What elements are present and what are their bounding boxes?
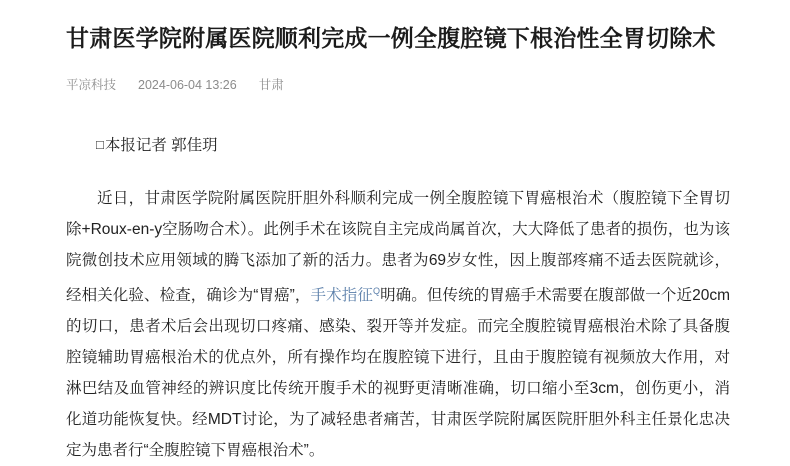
body-paragraph-1 bbox=[66, 183, 730, 466]
meta-region: 甘肃 bbox=[258, 78, 284, 92]
paragraph-text-part-1: 近日，甘肃医学院附属医院肝胆外科顺利完成一例全腹腔镜下胃癌根治术（腹腔镜下全胃切除+Roux-en-y空肠吻合术）。此例手术在该院自主完成尚属首次，大大降低了患者的损伤，也为该院微创技术应用领域的腾飞添加了新的活力。患者为69岁女性，因上腹部疼痛不适去医院就诊，经相关化验、检查，确诊为“胃癌”， bbox=[66, 190, 730, 305]
keyword-superscript-icon: Q bbox=[372, 286, 380, 296]
byline bbox=[66, 130, 730, 161]
meta-timestamp: 2024-06-04 13:26 bbox=[138, 78, 237, 92]
keyword-link-surgical-indication[interactable]: 手术指征 bbox=[310, 287, 373, 305]
page-title: 甘肃医学院附属医院顺利完成一例全腹腔镜下根治性全胃切除术 bbox=[66, 25, 716, 51]
paragraph-text-part-2: 明确。但传统的胃癌手术需要在腹部做一个近20cm的切口，患者术后会出现切口疼痛、感染、裂开等并发症。而完全腹腔镜胃癌根治术除了具备腹腔镜辅助胃癌根治术的优点外，所有操作均在腹腔镜下进行，且由于腹腔镜有视频放大作用，对淋巴结及血管神经的辨识度比传统开腹手术的视野更清晰准确，切口缩小至3cm，创伤更小，消化道功能恢复快。经MDT讨论，为了减轻患者痛苦，甘肃医学院附属医院肝胆外科主任景化忠决定为患者行“全腹腔镜下胃癌根治术”。 bbox=[66, 287, 730, 460]
article-body bbox=[0, 94, 790, 466]
meta-source[interactable]: 平凉科技 bbox=[66, 78, 117, 92]
byline-text: 本报记者 郭佳玥 bbox=[104, 137, 218, 154]
article-meta bbox=[0, 56, 790, 94]
byline-marker: □ bbox=[96, 137, 105, 152]
